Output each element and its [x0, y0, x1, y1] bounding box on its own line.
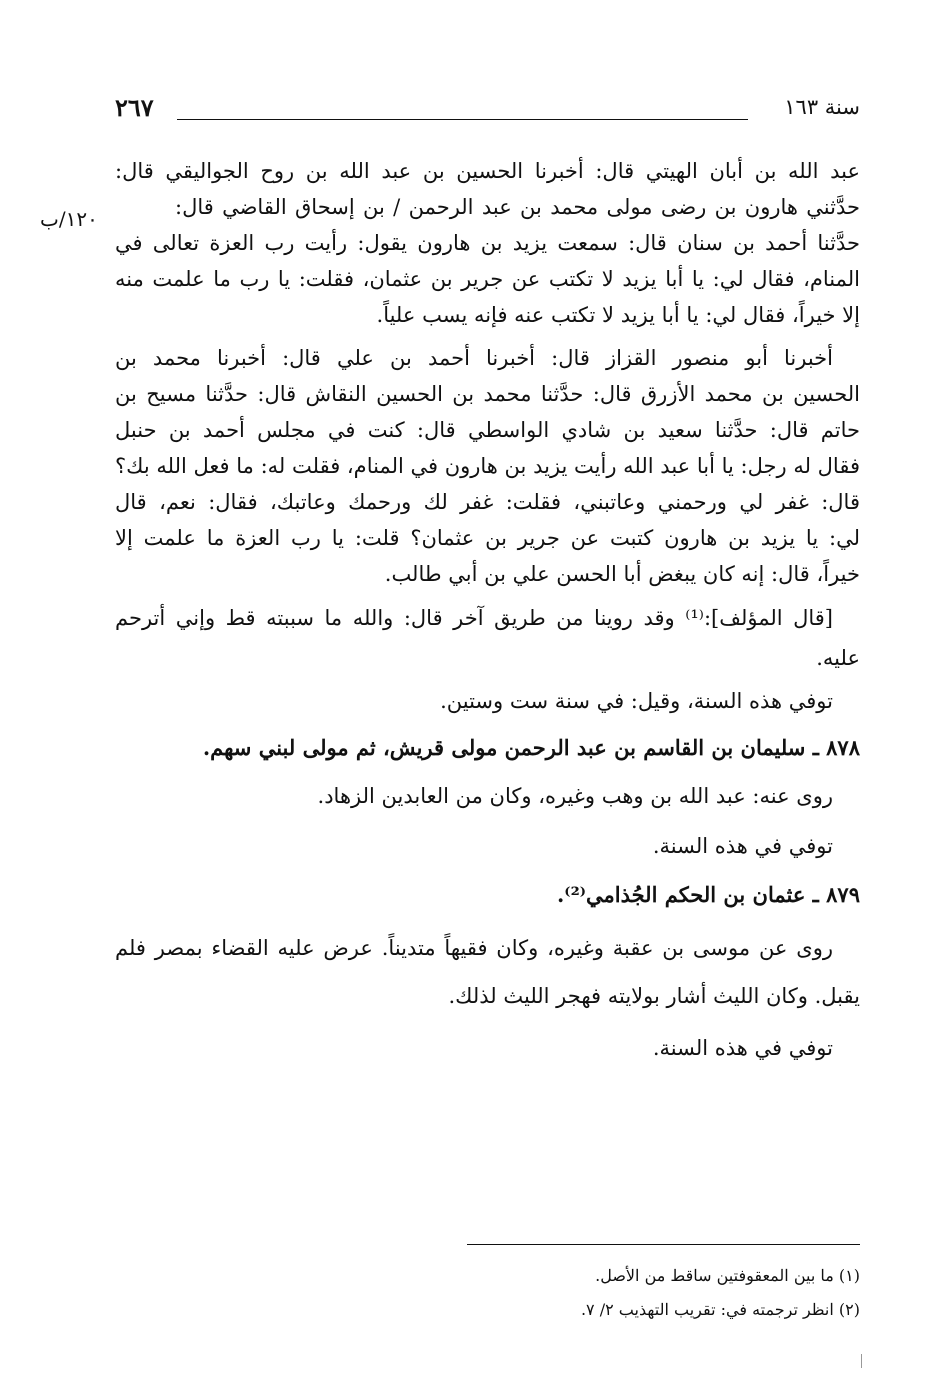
- text-line: روى عنه: عبد الله بن وهب وغيره، وكان من العابدين الزهاد.: [317, 784, 833, 808]
- text-line: أخبرنا أبو منصور القزاز قال: أخبرنا أحمد بن علي قال: أخبرنا محمد بن: [115, 346, 833, 370]
- text-line: توفي في هذه السنة.: [652, 834, 833, 858]
- footnote-2: (٢) انظر ترجمته في: تقريب التهذيب ٢/ ٧.: [580, 1300, 860, 1319]
- text-line: المنام، فقال لي: يا أبا يزيد لا تكتب عن جرير بن عثمان، فقلت: يا رب ما علمت منه: [115, 267, 860, 291]
- text-line: حدَّثني هارون بن رضى مولى محمد بن عبد الرحمن / بن إسحاق القاضي قال:: [175, 195, 860, 219]
- text-line: توفي في هذه السنة.: [652, 1036, 833, 1060]
- text-line: توفي هذه السنة، وقيل: في سنة ست وستين.: [440, 689, 833, 713]
- text-line: يقبل. وكان الليث أشار بولايته فهجر الليث لذلك.: [448, 984, 860, 1008]
- text-line: لي: يا يزيد بن هارون كتبت عن جرير بن عثمان؟ قلت: يا رب العزة ما علمت إلا: [115, 526, 860, 550]
- text-line: قال: غفر لي ورحمني وعاتبني، فقلت: غفر لك ورحمك وعاتبك، فقال: نعم، قال: [115, 490, 860, 514]
- page-number: ٢٦٧: [115, 93, 154, 122]
- text-line: الحسين بن محمد الأزرق قال: حدَّثنا محمد بن الحسين النقاش قال: حدَّثنا مسيح بن: [115, 382, 860, 406]
- header-rule: [177, 119, 748, 120]
- footnote-1: (١) ما بين المعقوفتين ساقط من الأصل.: [595, 1266, 860, 1285]
- entry-heading-879: ٨٧٩ ـ عثمان بن الحكم الجُذامي⁽²⁾.: [556, 882, 860, 907]
- text-line: فقال له رجل: يا أبا عبد الله رأيت يزيد بن هارون في المنام، فقلت له: ما فعل الله بك؟: [115, 454, 860, 478]
- footnote-separator: [467, 1244, 860, 1245]
- scan-mark: [861, 1354, 862, 1368]
- header-year-label: سنة ١٦٣: [784, 95, 860, 119]
- text-line: خيراً، قال: إنه كان يبغض أبا الحسن علي بن أبي طالب.: [384, 562, 860, 586]
- text-line: عبد الله بن أبان الهيتي قال: أخبرنا الحسين بن عبد الله بن روح الجواليقي قال:: [115, 159, 860, 183]
- text-line: حدَّثنا أحمد بن سنان قال: سمعت يزيد بن هارون يقول: رأيت رب العزة تعالى في: [115, 231, 860, 255]
- margin-folio-note: ١٢٠/ب: [40, 207, 98, 231]
- running-header: [115, 93, 860, 133]
- text-line: حاتم قال: حدَّثنا سعيد بن شادي الواسطي قال: كنت في مجلس أحمد بن حنبل: [115, 418, 860, 442]
- text-line: عليه.: [816, 646, 860, 670]
- text-line: [قال المؤلف]:⁽¹⁾ وقد روينا من طريق آخر قال: والله ما سببته قط وإني أترحم: [115, 606, 833, 630]
- text-line: إلا خيراً، فقال لي: يا أبا يزيد لا تكتب عنه فإنه يسب علياً.: [376, 303, 860, 327]
- text-line: روى عن موسى بن عقبة وغيره، وكان فقيهاً متديناً. عرض عليه القضاء بمصر فلم: [115, 936, 833, 960]
- entry-heading-878: ٨٧٨ ـ سليمان بن القاسم بن عبد الرحمن مولى قريش، ثم مولى لبني سهم.: [202, 735, 860, 760]
